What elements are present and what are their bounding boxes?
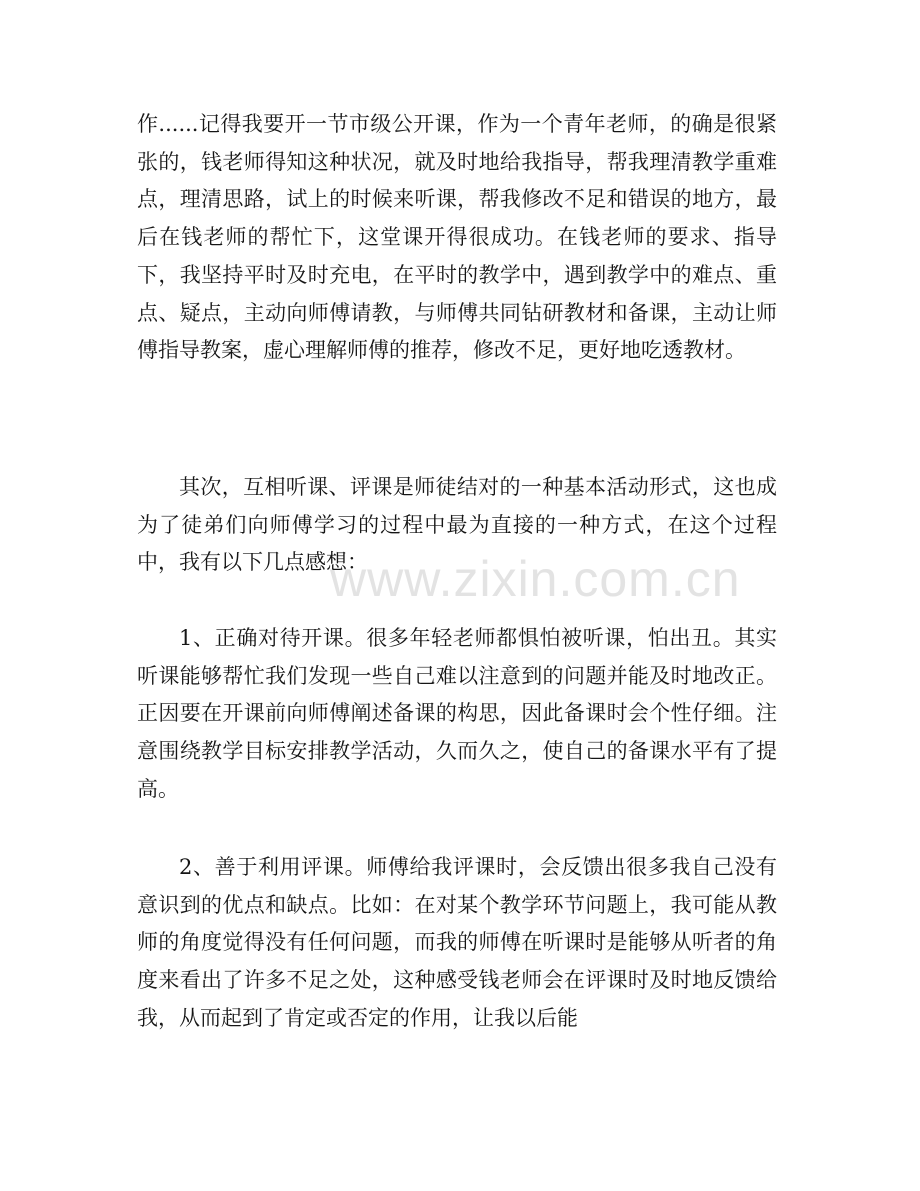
paragraph-continued: 作......记得我要开一节市级公开课，作为一个青年老师，的确是很紧张的，钱老师得知这种状况，就及时地给我指导，帮我理清教学重难点，理清思路，试上的时候来听课，帮我修改不足和错误的地方，最后在钱老师的帮忙下，这堂课开得很成功。在钱老师的要求、指导下，我坚持平时及时充电，在平时的教学中，遇到教学中的难点、重点、疑点，主动向师傅请教，与师傅共同钻研教材和备课，主动让师傅指导教案，虚心理解师傅的推荐，修改不足，更好地吃透教材。 [137,112,777,363]
watermark: www.zixin.com.cn [330,551,741,607]
paragraph-point-1: 1、正确对待开课。很多年轻老师都惧怕被听课，怕出丑。其实听课能够帮忙我们发现一些自己难以注意到的问题并能及时地改正。正因要在开课前向师傅阐述备课的构思，因此备课时会个性仔细。注意围绕教学目标安排教学活动，久而久之，使自己的备课水平有了提高。 [137,626,777,801]
paragraph-point-2: 2、善于利用评课。师傅给我评课时，会反馈出很多我自己没有意识到的优点和缺点。比如：在对某个教学环节问题上，我可能从教师的角度觉得没有任何问题，而我的师傅在听课时是能够从听者的角度来看出了许多不足之处，这种感受钱老师会在评课时及时地反馈给我，从而起到了肯定或否定的作用，让我以后能 [137,855,777,1030]
paragraph-secondly: 其次，互相听课、评课是师徒结对的一种基本活动形式，这也成为了徒弟们向师傅学习的过程中最为直接的一种方式，在这个过程中，我有以下几点感想： [137,475,777,575]
